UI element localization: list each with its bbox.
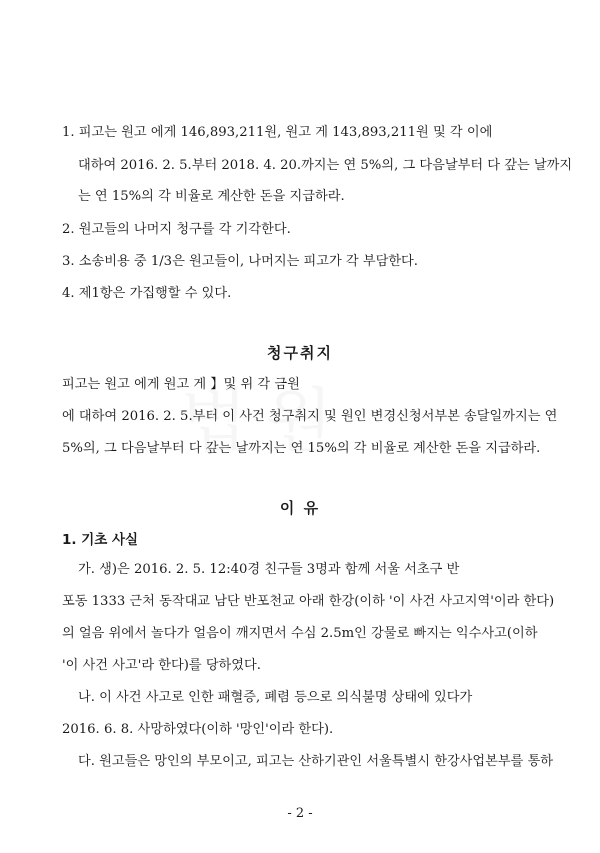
section-title: 1. 기초 사실 [62, 532, 139, 548]
body-line-5: 나. 이 사건 사고로 인한 패혈증, 폐렴 등으로 의식불명 상태에 있다가 [78, 690, 473, 705]
order-line-2: 2. 원고들의 나머지 청구를 각 기각한다. [62, 222, 291, 237]
order-line-1: 1. 피고는 원고 에게 146,893,211원, 원고 게 143,893,211원 및 각 이에 [62, 125, 493, 140]
claim-line-3: 5%의, 그 다음날부터 다 갚는 날까지는 연 15%의 각 비율로 계산한 돈을 지급하라. [62, 441, 541, 456]
body-line-3: 의 얼음 위에서 놀다가 얼음이 깨지면서 수심 2.5m인 강물로 빠지는 익수사고(이하 [62, 626, 538, 641]
page-number: - 2 - [287, 806, 313, 821]
body-line-7: 다. 원고들은 망인의 부모이고, 피고는 산하기관인 서울특별시 한강사업본부를 통하 [78, 754, 554, 769]
claim-line-2: 에 대하여 2016. 2. 5.부터 이 사건 청구취지 및 원인 변경신청서부본 송달일까지는 연 [62, 409, 558, 424]
claim-heading: 청구취지 [267, 344, 333, 362]
order-line-1-cont2: 는 연 15%의 각 비율로 계산한 돈을 지급하라. [78, 189, 345, 204]
order-line-4: 4. 제1항은 가집행할 수 있다. [62, 286, 232, 301]
body-line-6: 2016. 6. 8. 사망하였다(이하 '망인'이라 한다). [62, 722, 334, 737]
body-line-4: '이 사건 사고'라 한다)를 당하였다. [62, 658, 261, 673]
reason-heading: 이 유 [279, 499, 321, 517]
order-line-3: 3. 소송비용 중 1/3은 원고들이, 나머지는 피고가 각 부담한다. [62, 254, 418, 269]
claim-line-1: 피고는 원고 에게 원고 게 】및 위 각 금원 [62, 377, 300, 392]
body-line-2: 포동 1333 근처 동작대교 남단 반포천교 아래 한강(이하 '이 사건 사고지역'이라 한다) [62, 594, 555, 609]
order-line-1-cont: 대하여 2016. 2. 5.부터 2018. 4. 20.까지는 연 5%의, 그 다음날부터 다 갚는 날까지 [78, 158, 573, 173]
body-line-1: 가. 생)은 2016. 2. 5. 12:40경 친구들 3명과 함께 서울 서초구 반 [78, 562, 460, 577]
